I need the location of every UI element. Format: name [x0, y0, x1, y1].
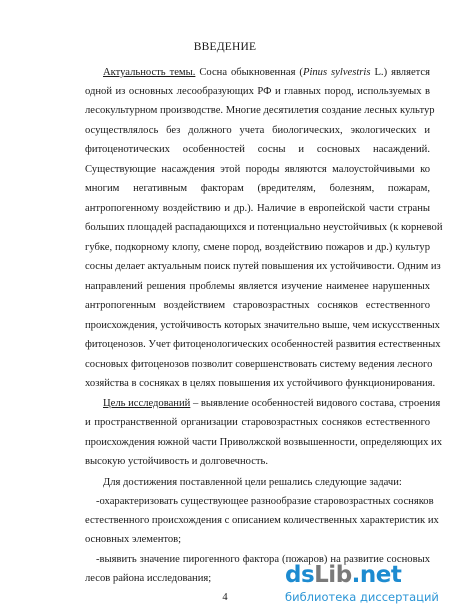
text-line-10: губке, подкорному клопу, смене пород, воздействию пожаров и др.) культур: [85, 242, 430, 253]
text-line-5: фитоценотических особенностей сосны и сосновых насаждений.: [85, 144, 430, 155]
text-line-24: естественного происхождения с описанием количественных характеристик их: [85, 515, 439, 526]
text-span: Сосна обыкновенная (: [195, 67, 303, 78]
logo-subtitle: библиотека диссертаций: [285, 590, 439, 604]
text-line-4: осуществлялось без должного учета биологических, экологических и: [85, 125, 430, 136]
text-line-14: происхождения, устойчивость которых значительно выше, чем искусственных: [85, 320, 440, 331]
text-line-27: лесов района исследования;: [85, 573, 212, 584]
topic-relevance-label: Актуальность темы.: [103, 67, 196, 78]
text-line-15: фитоценозов. Учет фитоценологических особенностей развития естественных: [85, 339, 441, 350]
text-line-9: больших площадей распадающихся и потенциально неустойчивых (к корневой: [85, 222, 443, 233]
research-goal-label: Цель исследований: [103, 398, 191, 409]
text-span: L.) является: [370, 67, 430, 78]
text-span: – выявление особенностей видового состава, строения: [190, 398, 441, 409]
page-title: ВВЕДЕНИЕ: [193, 41, 257, 53]
text-line-19: и пространственной организации старовозрастных сосняков естественного: [85, 417, 430, 428]
text-line-16: сосновых фитоценозов позволит совершенствовать систему ведения лесного: [85, 359, 433, 370]
latin-species-name: Pinus sylvestris: [302, 67, 371, 78]
text-line-26: -выявить значение пирогенного фактора (пожаров) на развитие сосновых: [96, 554, 430, 565]
text-line-11: сосны делает актуальным поиск путей повышения их устойчивости. Одним из: [85, 261, 441, 272]
logo-part-net: .net: [351, 562, 402, 588]
text-line-17: хозяйства в сосняках в целях повышения их устойчивого функционирования.: [85, 378, 436, 389]
text-line-23: -охарактеризовать существующее разнообразие старовозрастных сосняков: [96, 496, 434, 507]
text-line-7: многим негативным факторам (вредителям, болезням, пожарам,: [85, 183, 430, 194]
dslib-watermark-logo[interactable]: [285, 562, 445, 606]
text-line-8: антропогенному воздействию и др.). Наличие в европейской части страны: [85, 203, 430, 214]
text-line-21: высокую устойчивость и долговечность.: [85, 456, 269, 467]
text-line-6: Существующие насаждения этой породы являются малоустойчивыми ко: [85, 164, 430, 175]
text-line-1: [103, 66, 430, 80]
text-line-25: основных элементов;: [85, 534, 182, 545]
text-line-18: [103, 397, 441, 411]
text-line-20: происхождения южной части Приволжской возвышенности, определяющих их: [85, 437, 442, 448]
text-line-3: лесокультурном производстве. Многие десятилетия создание лесных культур: [85, 105, 435, 116]
text-line-2: одной из основных лесообразующих РФ и главных пород, используемых в: [85, 86, 430, 97]
page-number: 4: [222, 592, 228, 603]
text-line-13: антропогенным воздействием старовозрастных сосняков естественного: [85, 300, 430, 311]
logo-part-lib: Lib: [314, 562, 352, 588]
logo-text: [285, 562, 401, 588]
text-line-22: Для достижения поставленной цели решались следующие задачи:: [103, 477, 402, 488]
logo-part-ds: ds: [285, 562, 315, 588]
text-line-12: направлений решения проблемы является изучение наименее нарушенных: [85, 281, 430, 292]
